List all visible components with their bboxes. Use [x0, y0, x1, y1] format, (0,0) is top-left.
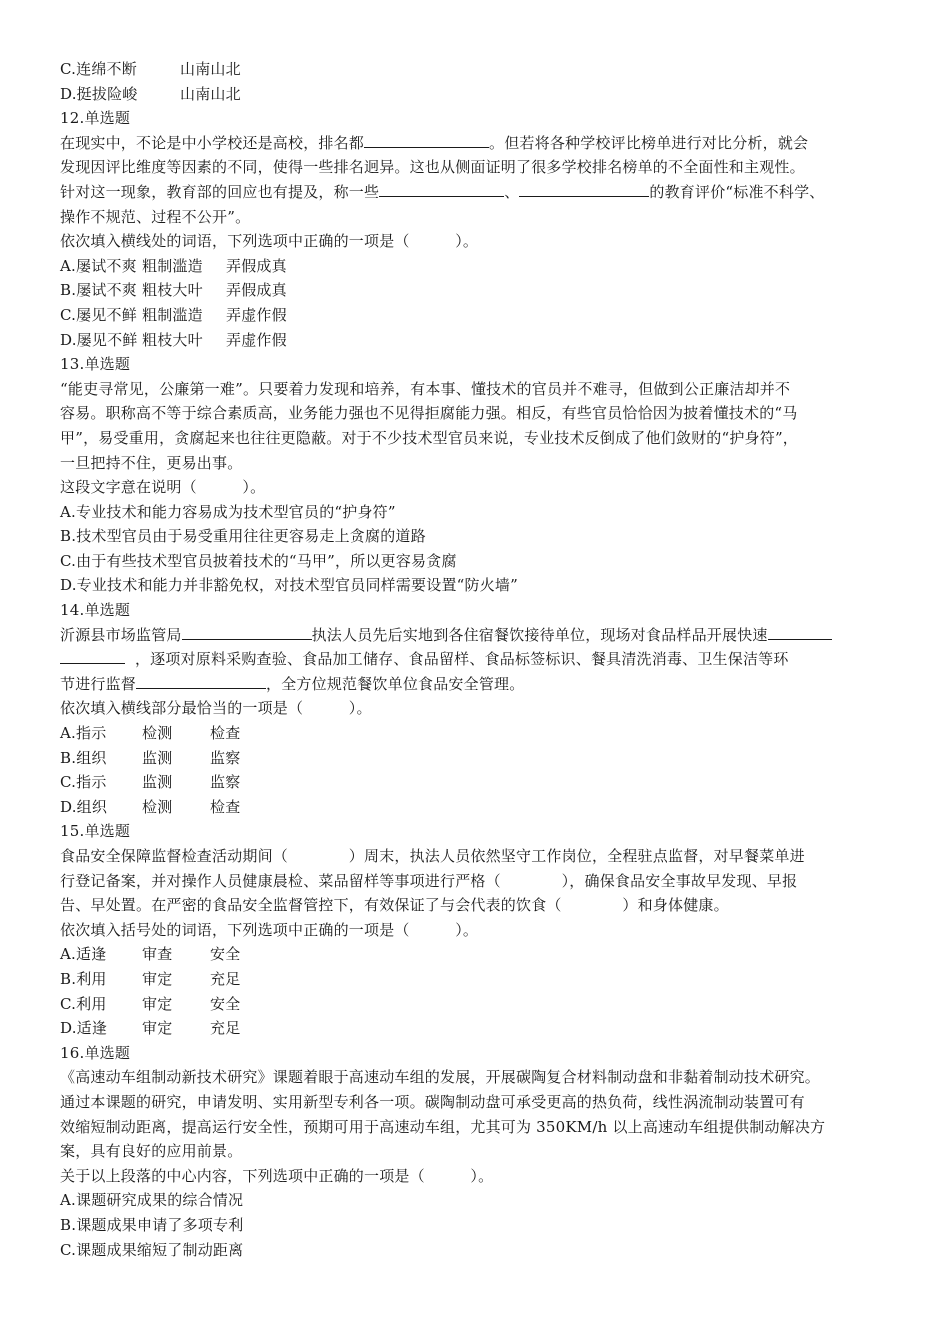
option-d: D.组织 检测 检查	[60, 797, 241, 816]
option-d: D.挺拔险峻 山南山北	[60, 84, 241, 103]
question-text: 沂源县市场监管局 执法人员先后实地到各住宿餐饮接待单位，现场对食品样品开展快速	[60, 623, 900, 648]
question-prompt: 依次填入括号处的词语，下列选项中正确的一项是（ ）。	[60, 920, 479, 939]
fill-blank	[379, 182, 504, 197]
option-b: B.课题成果申请了多项专利	[60, 1215, 244, 1234]
fill-blank	[60, 649, 125, 664]
question-text: 通过本课题的研究，申请发明、实用新型专利各一项。碳陶制动盘可承受更高的热负荷，线性涡流制动装置可有	[60, 1092, 805, 1111]
fill-blank	[182, 625, 312, 640]
fill-blank	[768, 625, 832, 640]
fill-blank	[364, 133, 489, 148]
question-text: 发现因评比维度等因素的不同，使得一些排名迥异。这也从侧面证明了很多学校排名榜单的不全面性和主观性。	[60, 158, 805, 177]
question-text: 案，具有良好的应用前景。	[60, 1142, 243, 1161]
option-a: A.指示 检测 检查	[60, 724, 241, 743]
question-prompt: 这段文字意在说明（ ）。	[60, 478, 266, 497]
question-text: 针对这一现象，教育部的回应也有提及，称一些 、 的教育评价“标准不科学、	[60, 182, 825, 201]
question-label: 13.单选题	[60, 355, 131, 374]
question-label: 16.单选题	[60, 1043, 131, 1062]
question-text: 效缩短制动距离，提高运行安全性，预期可用于高速动车组，尤其可为 350KM/h 以上高速动车组提供制动解决方	[60, 1117, 826, 1136]
question-text: 节进行监督 ，全方位规范餐饮单位食品安全管理。	[60, 674, 525, 693]
option-c: C.课题成果缩短了制动距离	[60, 1240, 244, 1259]
option-b: B.利用 审定 充足	[60, 969, 241, 988]
option-d: D.专业技术和能力并非豁免权，对技术型官员同样需要设置“防火墙”	[60, 576, 518, 595]
question-label: 15.单选题	[60, 822, 131, 841]
option-c: C.利用 审定 安全	[60, 994, 241, 1013]
question-prompt: 关于以上段落的中心内容，下列选项中正确的一项是（ ）。	[60, 1166, 494, 1185]
option-a: A.专业技术和能力容易成为技术型官员的“护身符”	[60, 502, 396, 521]
question-text: ，逐项对原料采购查验、食品加工储存、食品留样、食品标签标识、餐具清洗消毒、卫生保洁等环	[60, 647, 900, 672]
question-label: 12.单选题	[60, 109, 131, 128]
option-b: B.组织 监测 监察	[60, 748, 241, 767]
option-b: B.技术型官员由于易受重用往往更容易走上贪腐的道路	[60, 527, 426, 546]
question-text: 食品安全保障监督检查活动期间（ ）周末，执法人员依然坚守工作岗位，全程驻点监督，对早餐菜单进	[60, 847, 805, 865]
option-b: B.屡试不爽 粗枝大叶 弄假成真	[60, 281, 287, 300]
fill-blank	[519, 182, 649, 197]
option-c: C.指示 监测 监察	[60, 773, 241, 792]
fill-blank	[136, 674, 266, 689]
option-c: C.屡见不鲜 粗制滥造 弄虚作假	[60, 305, 287, 324]
question-prompt: 依次填入横线部分最恰当的一项是（ ）。	[60, 699, 372, 718]
option-d: D.屡见不鲜 粗枝大叶 弄虚作假	[60, 330, 287, 349]
question-text: 甲”，易受重用，贪腐起来也往往更隐蔽。对于不少技术型官员来说，专业技术反倒成了他们敛财的“护身符”，	[60, 428, 799, 447]
question-text: 一旦把持不住，更易出事。	[60, 453, 243, 472]
question-text: 行登记备案，并对操作人员健康晨检、菜品留样等事项进行严格（ ），确保食品安全事故早发现、早报	[60, 871, 798, 890]
option-a: A.屡试不爽 粗制滥造 弄假成真	[60, 256, 287, 275]
question-text: 《高速动车组制动新技术研究》课题着眼于高速动车组的发展，开展碳陶复合材料制动盘和非黏着制动技术研究。	[60, 1068, 821, 1087]
question-text: 容易。职称高不等于综合素质高，业务能力强也不见得拒腐能力强。相反，有些官员恰恰因为披着懂技术的“马	[60, 404, 798, 423]
option-c: C.由于有些技术型官员披着技术的“马甲”，所以更容易贪腐	[60, 551, 457, 570]
question-text: “能吏寻常见，公廉第一难”。只要着力发现和培养，有本事、懂技术的官员并不难寻，但做到公正廉洁却并不	[60, 379, 791, 398]
question-label: 14.单选题	[60, 601, 131, 620]
question-prompt: 依次填入横线处的词语，下列选项中正确的一项是（ ）。	[60, 232, 479, 251]
option-d: D.适逢 审定 充足	[60, 1019, 241, 1038]
question-text: 告、早处置。在严密的食品安全监督管控下，有效保证了与会代表的饮食（ ）和身体健康。	[60, 896, 729, 915]
option-a: A.课题研究成果的综合情况	[60, 1191, 244, 1210]
question-text: 在现实中，不论是中小学校还是高校，排名都 。但若将各种学校评比榜单进行对比分析，就会	[60, 133, 809, 152]
option-a: A.适逢 审查 安全	[60, 945, 241, 964]
question-text: 操作不规范、过程不公开”。	[60, 207, 251, 226]
option-c: C.连绵不断 山南山北	[60, 60, 241, 78]
exam-page	[60, 57, 900, 1262]
